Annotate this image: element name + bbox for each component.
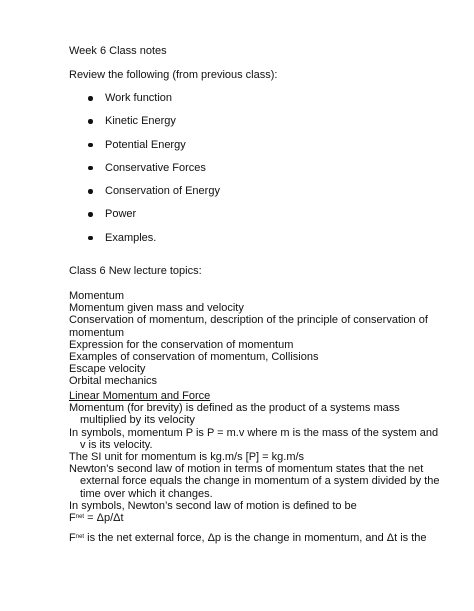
closing-paragraph — [69, 532, 427, 545]
list-item — [88, 160, 220, 183]
paragraph-text: is the net external force, Δp is the change in momentum, and Δt is the — [84, 532, 427, 544]
paragraph-line: time over which it changes. — [80, 487, 213, 500]
formula-subscript: net — [75, 514, 85, 521]
bullet-icon — [88, 143, 93, 148]
topic-line: Escape velocity — [69, 363, 146, 376]
topic-line: momentum — [69, 326, 125, 339]
bullet-icon — [88, 166, 93, 171]
formula-symbol: F — [69, 512, 76, 525]
bullet-icon — [88, 236, 93, 241]
formula-subscript: net — [75, 534, 85, 540]
paragraph-line: external force equals the change in momentum of a system divided by the — [80, 475, 440, 488]
review-list — [88, 90, 220, 253]
topics-block — [69, 290, 428, 388]
topic-line: Momentum — [69, 290, 125, 302]
topic-line: Examples of conservation of momentum, Collisions — [69, 351, 319, 364]
paragraph-line: In symbols, momentum P is P = m.v where m is the mass of the system and — [69, 426, 439, 439]
bullet-icon — [88, 212, 93, 217]
list-item-text: Potential Energy — [105, 138, 186, 151]
list-item-text: Conservation of Energy — [105, 185, 220, 198]
formula-rest: = Δp/Δt — [84, 512, 124, 525]
linear-momentum-section — [69, 390, 440, 525]
bullet-icon — [88, 96, 93, 101]
bullet-icon — [88, 119, 93, 124]
topic-line: Momentum given mass and velocity — [69, 302, 244, 315]
bullet-icon — [88, 189, 93, 194]
list-item-text: Kinetic Energy — [105, 115, 176, 128]
list-item — [88, 183, 220, 206]
review-heading: Review the following (from previous class): — [69, 69, 278, 81]
list-item — [88, 206, 220, 229]
list-item-text: Conservative Forces — [105, 161, 206, 174]
formula-symbol: F — [69, 532, 76, 544]
topic-line: Expression for the conservation of momentum — [69, 338, 294, 351]
list-item-text: Examples. — [105, 231, 157, 244]
document-title: Week 6 Class notes — [69, 45, 167, 57]
class6-heading: Class 6 New lecture topics: — [69, 265, 202, 277]
topic-line: Orbital mechanics — [69, 375, 158, 388]
list-item — [88, 137, 220, 160]
paragraph-line: multiplied by its velocity — [80, 414, 195, 427]
section-heading: Linear Momentum and Force — [69, 390, 211, 402]
list-item-text: Power — [105, 208, 137, 221]
paragraph-line: The SI unit for momentum is kg.m/s [P] = kg.m/s — [69, 451, 305, 464]
paragraph-line: v is its velocity. — [80, 438, 153, 451]
topic-line: Conservation of momentum, description of the principle of conservation of — [69, 314, 428, 327]
formula-line — [69, 512, 419, 524]
list-item-text: Work function — [105, 92, 173, 104]
paragraph-line: Newton's second law of motion in terms of momentum states that the net — [69, 463, 424, 476]
paragraph-line: Momentum (for brevity) is defined as the product of a systems mass — [69, 402, 400, 415]
list-item — [88, 90, 220, 113]
list-item — [88, 230, 220, 253]
paragraph-line: In symbols, Newton’s second law of motion is defined to be — [69, 499, 357, 512]
list-item — [88, 113, 220, 136]
